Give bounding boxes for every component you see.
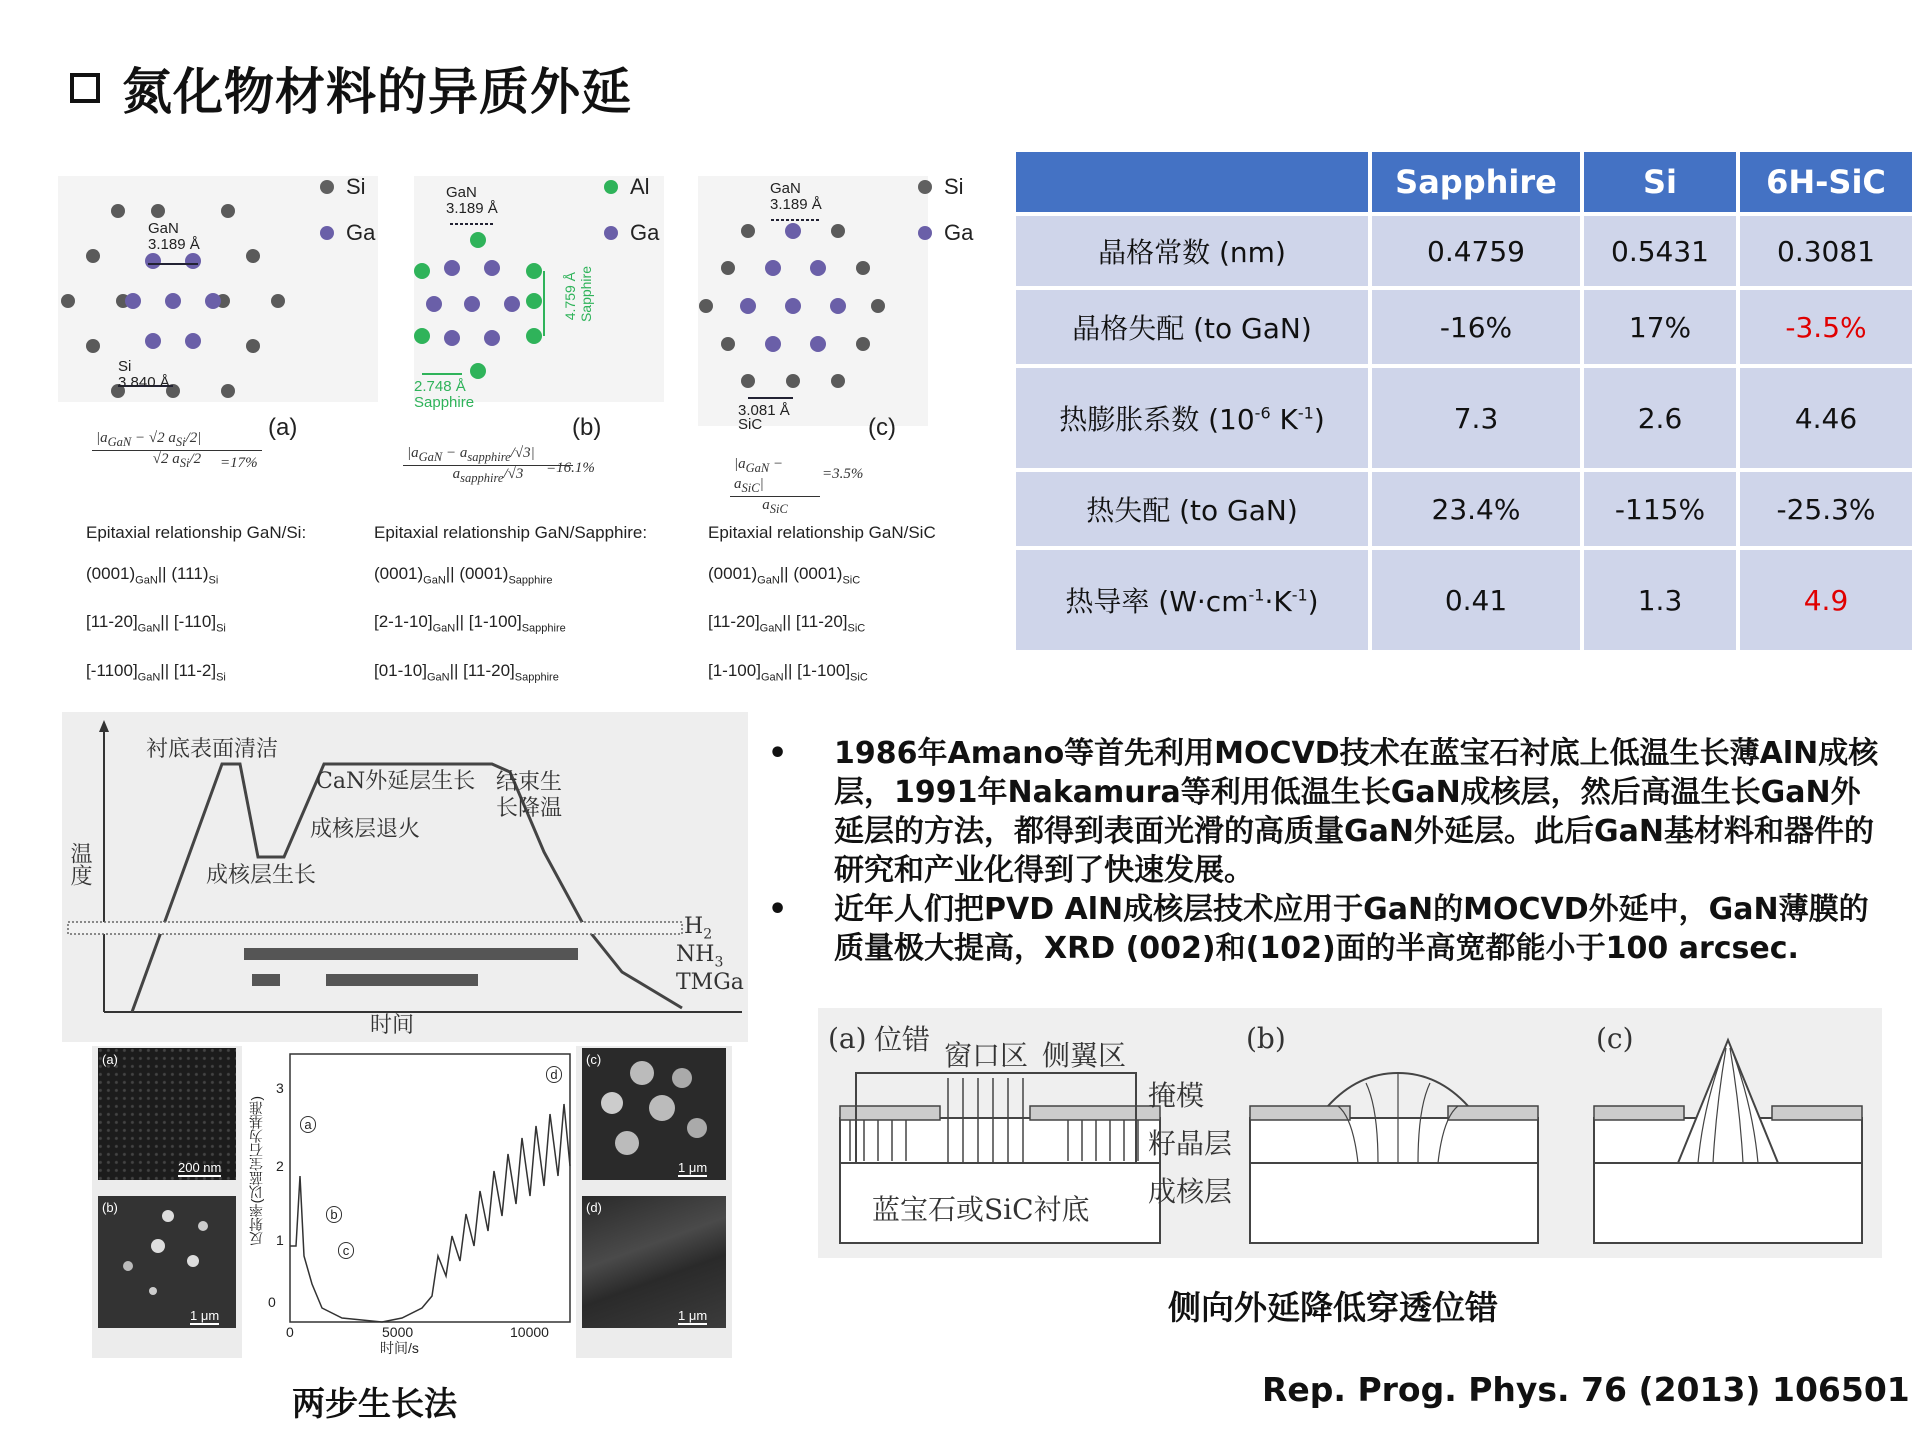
dim-b-bottom-value: Sapphire (414, 394, 475, 411)
epitaxy-a (86, 512, 306, 698)
label-anneal: 成核层退火 (310, 817, 421, 842)
epitaxy-a-title: Epitaxial relationship GaN/Si: (86, 523, 307, 542)
crystal-structure-figure (58, 168, 986, 684)
afm-image-c (582, 1048, 726, 1180)
refl-xtick: 0 (286, 1324, 294, 1340)
dim-a-top-label: GaN (148, 220, 179, 237)
epitaxy-a-rel2: $[11-20]_{GaN}||$ $[-110]_{Si}$ (86, 612, 226, 635)
cell: 17% (1584, 290, 1736, 364)
table-header-empty (1016, 152, 1368, 212)
elo-label-c: (c) (1596, 1022, 1634, 1055)
legend-dot-icon (918, 180, 932, 194)
elo-label-b: (b) (1246, 1022, 1286, 1055)
cell-highlight: 4.9 (1740, 550, 1912, 650)
table-header-sic: 6H-SiC (1740, 152, 1912, 212)
refl-xlabel: 时间/s (380, 1340, 419, 1356)
epitaxy-c-rel1: $(0001)_{GaN}||$ $(0001)_{SiC}$ (708, 564, 861, 587)
elo-label-a: (a) (828, 1022, 867, 1055)
epitaxy-b-rel1: $(0001)_{GaN}||$ $(0001)_{Sapphire}$ (374, 564, 553, 587)
legend-b-1 (604, 174, 650, 200)
y-axis-label: 温度 (67, 842, 92, 886)
refl-point-d: d (546, 1066, 562, 1083)
refl-ytick: 0 (268, 1294, 276, 1310)
gas-nh3-label: $NH_3$ (676, 942, 724, 971)
mismatch-b: =16.1% (546, 460, 595, 476)
gas-h2-label: $H_2$ (684, 914, 713, 943)
table-row (1016, 550, 1912, 650)
afm-a-scale: 200 nm (178, 1160, 222, 1175)
bullet-dot-icon: • (768, 892, 788, 927)
reflectivity-plot (242, 1046, 576, 1358)
label-substrate-clean: 衬底表面清洁 (146, 737, 279, 762)
checkbox-bullet-icon (70, 73, 100, 103)
slide-title (70, 52, 632, 124)
refl-point-c: c (338, 1242, 354, 1259)
formula-a: $|a_{GaN} - √2$ $a_{Si}/2|$ √2 $a_{Si}/2$ (92, 430, 262, 471)
epitaxy-b-rel2: $[2-1-10]_{GaN}||$ $[1-100]_{Sapphire}$ (374, 612, 566, 635)
table-row (1016, 368, 1912, 468)
epitaxy-b-rel3: $[01-10]_{GaN}||$ $[11-20]_{Sapphire}$ (374, 660, 559, 684)
elo-label-window: 窗口区 (944, 1039, 1029, 1072)
panel-c-label: (c) (868, 414, 896, 441)
lattice-b (414, 176, 664, 411)
caption-elo: 侧向外延降低穿透位错 (1168, 1288, 1498, 1327)
caption-two-step: 两步生长法 (292, 1384, 457, 1423)
panel-a-label: (a) (268, 414, 298, 441)
x-axis-label: 时间 (370, 1013, 415, 1038)
refl-point-a: a (300, 1116, 316, 1133)
refl-ytick: 3 (276, 1080, 284, 1096)
panel-b-label: (b) (572, 414, 602, 441)
cell: 0.4759 (1372, 216, 1580, 286)
legend-b-1-label: Al (630, 174, 650, 199)
afm-d-scale: 1 μm (678, 1308, 708, 1323)
epitaxy-a-rel3: $[-1100]_{GaN}||$ $[11-2]_{Si}$ (86, 660, 226, 684)
cell: 1.3 (1584, 550, 1736, 650)
dim-c-bottom-label: 3.081 Å (738, 402, 790, 419)
legend-a-2-label: Ga (346, 220, 376, 245)
elo-label-dislocation: 位错 (874, 1023, 931, 1056)
label-end-cool: 结束生 长降温 (496, 770, 563, 821)
mismatch-a: =17% (220, 455, 258, 471)
cell: -115% (1584, 472, 1736, 546)
elo-label-seed: 籽晶层 (1148, 1127, 1233, 1160)
legend-c-1-label: Si (944, 174, 964, 199)
reference-citation: Rep. Prog. Phys. 76 (2013) 106501 (1262, 1370, 1910, 1409)
legend-b-2-label: Ga (630, 220, 660, 245)
afm-b-scale: 1 μm (190, 1308, 220, 1323)
table-header-row (1016, 152, 1912, 212)
legend-b-2 (604, 220, 659, 246)
bullet-item (760, 734, 1890, 890)
cell: 2.6 (1584, 368, 1736, 468)
dim-c-top-value: 3.189 Å (770, 196, 822, 213)
row-label: 热膨胀系数 ($10^{-6}$ $K^{-1}$) (1016, 368, 1368, 468)
dim-b-side-value: Sapphire (578, 266, 594, 323)
row-label: 晶格常数 (nm) (1016, 216, 1368, 286)
cell: 4.46 (1740, 368, 1912, 468)
legend-a-2 (320, 220, 375, 246)
refl-point-b: b (326, 1206, 342, 1223)
two-step-growth-profile (62, 712, 748, 1042)
afm-a-label: (a) (102, 1052, 118, 1067)
cell: -25.3% (1740, 472, 1912, 546)
bullet-list (760, 734, 1890, 968)
label-epi-growth: CaN外延层生长 (316, 769, 476, 794)
bullet-item (760, 890, 1890, 968)
dim-a-bottom-label: Si (118, 358, 132, 375)
legend-dot-icon (320, 226, 334, 240)
refl-ytick: 2 (276, 1158, 284, 1174)
mismatch-c: =3.5% (822, 466, 864, 482)
legend-dot-icon (604, 226, 618, 240)
cell: 23.4% (1372, 472, 1580, 546)
epitaxy-a-rel1: $(0001)_{GaN}||$ $(111)_{Si}$ (86, 564, 219, 587)
table-row (1016, 216, 1912, 286)
dim-a-top-value: 3.189 Å (148, 236, 200, 253)
afm-c-label: (c) (586, 1052, 602, 1067)
dim-c-bottom-value: SiC (738, 416, 763, 433)
dim-b-bottom-label: 2.748 Å (414, 378, 466, 395)
legend-dot-icon (604, 180, 618, 194)
afm-image-a (98, 1048, 236, 1180)
afm-image-b (98, 1196, 236, 1328)
table-header-si: Si (1584, 152, 1736, 212)
afm-b-label: (b) (102, 1200, 118, 1215)
dim-b-side-label: 4.759 Å (562, 272, 578, 321)
dim-c-top-label: GaN (770, 180, 801, 197)
epitaxy-b (374, 512, 647, 698)
row-label: 热失配 (to GaN) (1016, 472, 1368, 546)
substrate-comparison-table (1012, 148, 1916, 654)
lattice-c (698, 176, 928, 433)
table-row (1016, 290, 1912, 364)
legend-c-1 (918, 174, 964, 200)
dim-b-top-value: 3.189 Å (446, 200, 498, 217)
label-nucleation: 成核层生长 (206, 863, 317, 888)
gas-tmga-label: TMGa (676, 970, 744, 995)
bullet-text: 1986年Amano等首先利用MOCVD技术在蓝宝石衬底上低温生长薄AlN成核层，1991年Nakamura等利用低温生长GaN成核层，然后高温生长GaN外延层的方法，都得到表面光滑的高质量GaN外延层。此后GaN基材料和器件的研究和产业化得到了快速发展。 (834, 736, 1879, 888)
afm-d-label: (d) (586, 1200, 602, 1215)
cell: -16% (1372, 290, 1580, 364)
elo-label-wing: 侧翼区 (1042, 1039, 1127, 1072)
table-header-sapphire: Sapphire (1372, 152, 1580, 212)
refl-ytick: 1 (276, 1232, 284, 1248)
legend-dot-icon (918, 226, 932, 240)
cell: 0.3081 (1740, 216, 1912, 286)
lateral-overgrowth-figure (818, 1008, 1882, 1258)
epitaxy-c (708, 512, 936, 698)
cell-highlight: -3.5% (1740, 290, 1912, 364)
legend-dot-icon (320, 180, 334, 194)
lattice-c-drawing (698, 176, 928, 426)
refl-xtick: 5000 (382, 1324, 414, 1340)
dim-b-top-label: GaN (446, 184, 477, 201)
afm-image-d (582, 1196, 726, 1328)
legend-a-1 (320, 174, 366, 200)
formula-c: $|a_{GaN} - a_{SiC}|$ $a_{SiC}$ (730, 456, 820, 517)
elo-label-substrate: 蓝宝石或SiC衬底 (872, 1193, 1090, 1226)
refl-xtick: 10000 (510, 1324, 549, 1340)
epitaxy-c-title: Epitaxial relationship GaN/SiC (708, 523, 936, 542)
epitaxy-c-rel2: $[11-20]_{GaN}||$ $[11-20]_{SiC}$ (708, 612, 866, 635)
lattice-a (58, 176, 378, 402)
table-row (1016, 472, 1912, 546)
afm-reflectivity-figure (92, 1046, 732, 1358)
slide-title-text: 氮化物材料的异质外延 (122, 63, 632, 121)
legend-c-2 (918, 220, 973, 246)
row-label: 热导率 $(W\cdot cm^{-1}\cdot K^{-1})$ (1016, 550, 1368, 650)
cell: 7.3 (1372, 368, 1580, 468)
cell: 0.5431 (1584, 216, 1736, 286)
bullet-dot-icon: • (768, 736, 788, 771)
epitaxy-b-title: Epitaxial relationship GaN/Sapphire: (374, 523, 648, 542)
elo-label-nucleation: 成核层 (1148, 1175, 1233, 1208)
lattice-a-drawing (58, 176, 378, 402)
legend-a-1-label: Si (346, 174, 366, 199)
epitaxy-c-rel3: $[1-100]_{GaN}||$ $[1-100]_{SiC}$ (708, 660, 868, 684)
elo-label-mask: 掩模 (1148, 1079, 1205, 1112)
bullet-text: 近年人们把PVD AlN成核层技术应用于GaN的MOCVD外延中，GaN薄膜的质量极大提高，XRD (002)和(102)面的半高宽都能小于100 arcsec. (834, 892, 1869, 966)
reflectivity-curve (242, 1046, 576, 1358)
dim-a-bottom-value: 3.840 Å (118, 374, 170, 391)
formula-b: $|a_{GaN} - a_{sapphire}/√3|$ $a_{sapphire}/√3$ (403, 445, 573, 486)
refl-ylabel: 反射率(以蓝宝石为基准) (248, 1096, 264, 1246)
afm-c-scale: 1 μm (678, 1160, 708, 1175)
legend-c-2-label: Ga (944, 220, 974, 245)
cell: 0.41 (1372, 550, 1580, 650)
row-label: 晶格失配 (to GaN) (1016, 290, 1368, 364)
